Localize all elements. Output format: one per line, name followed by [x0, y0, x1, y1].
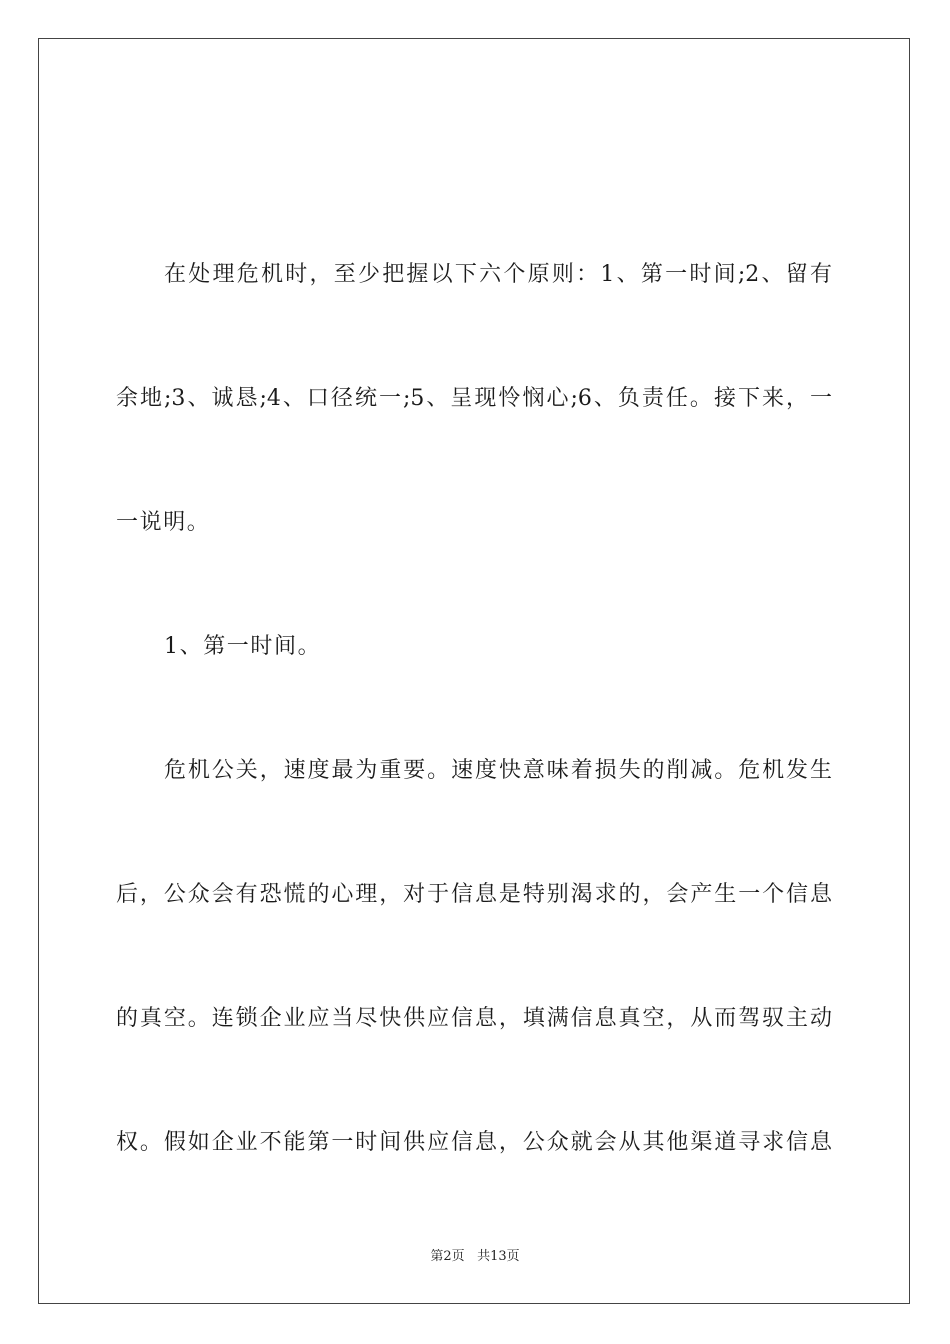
page-number: 第2页	[430, 1249, 465, 1264]
paragraph-2-line-1: 危机公关，速度最为重要。速度快意味着损失的削减。危机发生	[164, 758, 832, 783]
page-border	[38, 38, 910, 1304]
paragraph-1-line-3: 一说明。	[116, 510, 211, 535]
page-footer	[0, 1248, 950, 1266]
section-heading-1: 1、第一时间。	[164, 634, 322, 659]
page-total: 共13页	[477, 1249, 520, 1264]
paragraph-2-line-3: 的真空。连锁企业应当尽快供应信息，填满信息真空，从而驾驭主动	[116, 1006, 832, 1031]
paragraph-2-line-2: 后，公众会有恐慌的心理，对于信息是特别渴求的，会产生一个信息	[116, 882, 832, 907]
paragraph-1-line-1: 在处理危机时，至少把握以下六个原则：1、第一时间;2、留有	[164, 262, 832, 287]
paragraph-1-line-2: 余地;3、诚恳;4、口径统一;5、呈现怜悯心;6、负责任。接下来，一	[116, 386, 832, 411]
paragraph-2-line-4: 权。假如企业不能第一时间供应信息，公众就会从其他渠道寻求信息	[116, 1130, 832, 1155]
